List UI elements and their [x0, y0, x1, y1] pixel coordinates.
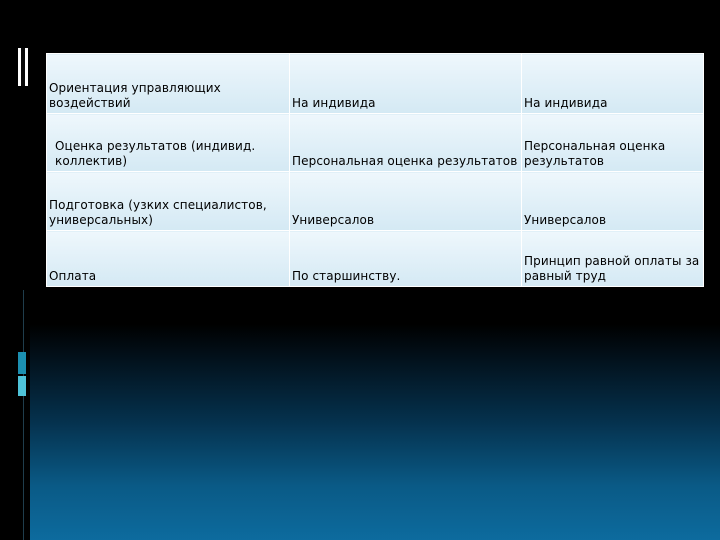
table-cell: По старшинству. — [290, 231, 522, 287]
table-cell: Принцип равной оплаты за равный труд — [522, 231, 704, 287]
left-edge-bar-top-inner — [21, 48, 25, 86]
left-edge-bar-mid-light — [18, 376, 26, 396]
table-row — [47, 114, 704, 172]
table-cell: На индивида — [290, 54, 522, 114]
left-edge-bar-mid-dark — [18, 352, 26, 374]
table-cell: Универсалов — [290, 172, 522, 231]
table-row — [47, 54, 704, 114]
table-cell: На индивида — [522, 54, 704, 114]
table-row — [47, 231, 704, 287]
table-cell: Ориентация управляющих воздействий — [47, 54, 290, 114]
table-cell: Персональная оценка результатов — [522, 114, 704, 172]
table-cell: Персональная оценка результатов — [290, 114, 522, 172]
left-edge-line — [23, 290, 24, 540]
table-cell: Универсалов — [522, 172, 704, 231]
table-cell: Оплата — [47, 231, 290, 287]
comparison-table — [46, 53, 704, 287]
table-cell: Подготовка (узких специалистов, универсальных) — [47, 172, 290, 231]
table-cell: Оценка результатов (индивид. коллектив) — [47, 114, 290, 172]
table-row — [47, 172, 704, 231]
